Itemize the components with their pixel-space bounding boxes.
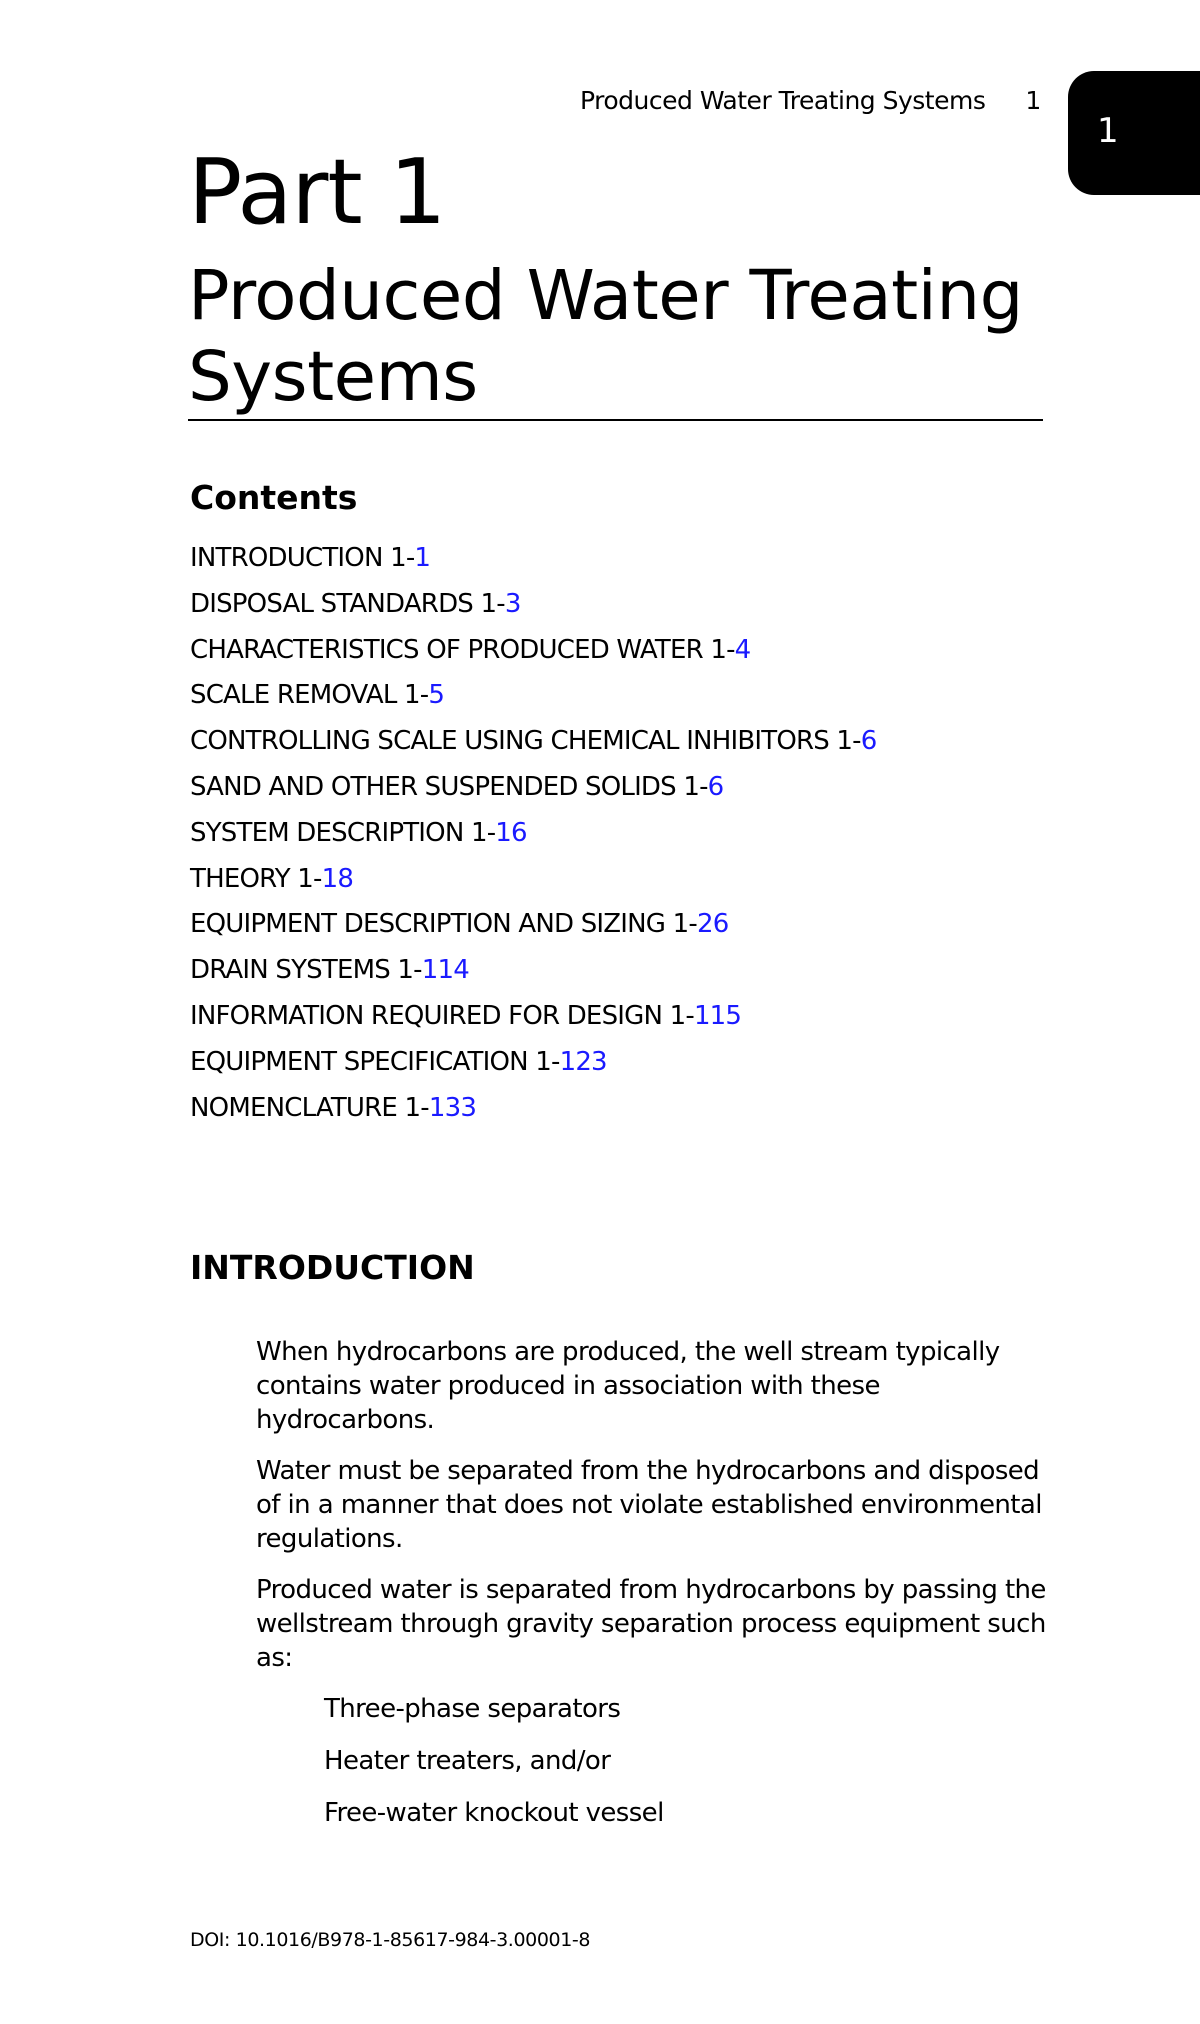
toc-entry-prefix: 1- — [397, 955, 422, 986]
toc-entry — [190, 726, 877, 772]
toc-entry-prefix: 1- — [535, 1046, 560, 1077]
toc-entry-page-link[interactable]: 18 — [321, 863, 354, 894]
toc-entry-prefix: 1- — [836, 726, 861, 757]
equipment-list-item: Free-water knockout vessel — [324, 1798, 664, 1828]
toc-entry-page-link[interactable]: 133 — [428, 1092, 477, 1123]
running-head — [580, 86, 1041, 115]
equipment-list-item: Heater treaters, and/or — [324, 1746, 611, 1776]
body-paragraph: When hydrocarbons are produced, the well stream typically contains water produced in association with these hydrocarbons. — [256, 1337, 1000, 1435]
toc-entry-page-link[interactable]: 1 — [414, 543, 431, 573]
toc-entry-title: INFORMATION REQUIRED FOR DESIGN — [190, 1000, 663, 1031]
toc-entry-title: DRAIN SYSTEMS — [190, 955, 390, 986]
title-rule — [188, 419, 1043, 421]
toc-entry-page-link[interactable]: 16 — [495, 817, 527, 848]
toc-entry — [190, 680, 877, 726]
table-of-contents — [190, 543, 877, 1138]
toc-entry-title: CONTROLLING SCALE USING CHEMICAL INHIBITORS — [190, 726, 829, 757]
toc-entry-title: EQUIPMENT SPECIFICATION — [190, 1046, 528, 1077]
toc-entry-page-link[interactable]: 4 — [734, 634, 751, 665]
toc-entry-title: SCALE REMOVAL — [190, 680, 397, 711]
toc-entry-prefix: 1- — [672, 909, 697, 940]
introduction-body — [256, 1335, 1046, 1848]
toc-entry-prefix: 1- — [470, 817, 496, 848]
equipment-list — [256, 1692, 1046, 1848]
toc-entry-page-link[interactable]: 26 — [696, 909, 729, 940]
toc-entry — [190, 543, 877, 589]
toc-entry-title: CHARACTERISTICS OF PRODUCED WATER — [190, 634, 703, 665]
chapter-thumb-tab — [1068, 71, 1200, 195]
toc-entry — [190, 909, 877, 955]
toc-entry-title: THEORY — [190, 863, 290, 894]
toc-entry-prefix: 1- — [710, 634, 735, 665]
toc-entry — [190, 1093, 877, 1139]
toc-entry-prefix: 1- — [297, 863, 322, 894]
running-head-title: Produced Water Treating Systems — [580, 86, 986, 115]
toc-entry-page-link[interactable]: 3 — [504, 588, 521, 619]
toc-entry-title: SYSTEM DESCRIPTION — [190, 817, 464, 848]
toc-entry-page-link[interactable]: 115 — [693, 1000, 742, 1031]
toc-entry-prefix: 1- — [390, 543, 415, 573]
running-head-page-number: 1 — [1025, 86, 1041, 115]
doi-footer: DOI: 10.1016/B978-1-85617-984-3.00001-8 — [190, 1929, 591, 1951]
toc-entry — [190, 864, 877, 910]
body-paragraph: Water must be separated from the hydrocarbons and disposed of in a manner that does not violate established environmental regulations. — [256, 1456, 1042, 1554]
toc-entry-page-link[interactable]: 6 — [860, 726, 877, 757]
contents-heading: Contents — [190, 478, 358, 517]
section-heading-introduction: INTRODUCTION — [190, 1248, 475, 1287]
toc-entry — [190, 772, 877, 818]
toc-entry-prefix: 1- — [404, 680, 429, 711]
toc-entry-page-link[interactable]: 5 — [428, 680, 445, 711]
part-title: Produced Water Treating Systems — [188, 256, 1023, 417]
toc-entry-page-link[interactable]: 6 — [707, 771, 724, 802]
toc-entry-page-link[interactable]: 114 — [421, 955, 469, 986]
body-paragraph: Produced water is separated from hydrocarbons by passing the wellstream through gravity separation process equipment such as: — [256, 1575, 1046, 1673]
toc-entry — [190, 589, 877, 635]
toc-entry — [190, 1047, 877, 1093]
toc-entry-title: INTRODUCTION — [190, 543, 383, 573]
part-label: Part 1 — [188, 140, 446, 245]
toc-entry-prefix: 1- — [669, 1000, 694, 1031]
toc-entry — [190, 955, 877, 1001]
toc-entry — [190, 635, 877, 681]
toc-entry-title: SAND AND OTHER SUSPENDED SOLIDS — [190, 771, 676, 802]
toc-entry-prefix: 1- — [480, 588, 505, 619]
toc-entry-prefix: 1- — [683, 771, 708, 802]
equipment-list-item: Three-phase separators — [324, 1694, 621, 1724]
toc-entry-title: EQUIPMENT DESCRIPTION AND SIZING — [190, 909, 666, 940]
toc-entry-prefix: 1- — [404, 1092, 429, 1123]
toc-entry-title: DISPOSAL STANDARDS — [190, 588, 474, 619]
toc-entry-page-link[interactable]: 123 — [559, 1046, 607, 1077]
toc-entry — [190, 1001, 877, 1047]
chapter-thumb-tab-number: 1 — [1097, 111, 1119, 151]
toc-entry — [190, 818, 877, 864]
toc-entry-title: NOMENCLATURE — [190, 1092, 398, 1123]
